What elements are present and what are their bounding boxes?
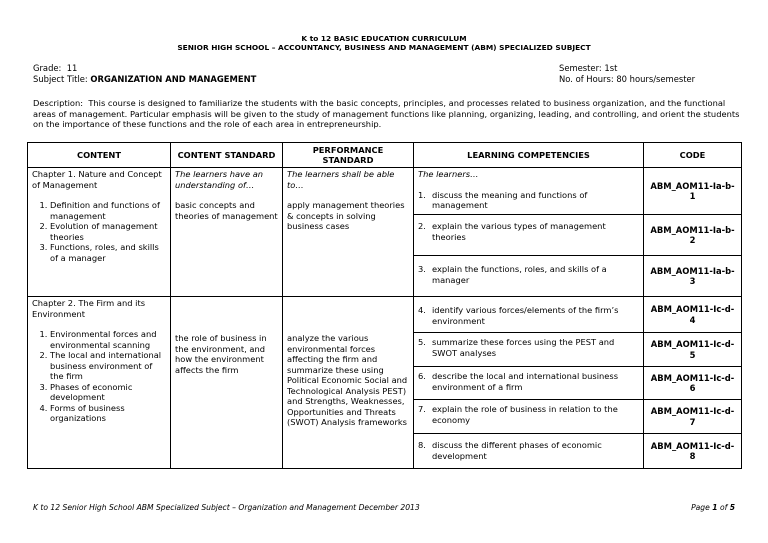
competency-code: ABM_AOM11-Ic-d-7 bbox=[644, 400, 742, 434]
competency-text: summarize these forces using the PEST and SWOT analyses bbox=[432, 337, 615, 358]
header-learning-competencies: LEARNING COMPETENCIES bbox=[414, 143, 644, 168]
competency-text: discuss the different phases of economic development bbox=[432, 440, 602, 461]
competency-code: ABM_AOM11-Ic-d-4 bbox=[644, 297, 742, 333]
ps-text: apply management theories & concepts in solving business cases bbox=[287, 200, 405, 231]
grade-value: 11 bbox=[66, 63, 78, 73]
curriculum-title: K to 12 BASIC EDUCATION CURRICULUM bbox=[301, 34, 467, 43]
list-item: 1. Definition and functions of management bbox=[50, 200, 166, 221]
curriculum-subtitle: SENIOR HIGH SCHOOL – ACCOUNTANCY, BUSINESS AND MANAGEMENT (ABM) SPECIALIZED SUBJECT bbox=[177, 43, 591, 52]
chapter2-performance-standard bbox=[283, 297, 414, 469]
competency-text: explain the functions, roles, and skills of a manager bbox=[432, 264, 607, 285]
page-indicator bbox=[691, 503, 735, 512]
list-item: 3. Functions, roles, and skills of a manager bbox=[50, 242, 166, 263]
chapter1-topic-list bbox=[32, 200, 166, 263]
competency-cell bbox=[414, 256, 644, 297]
competency-number: 4. bbox=[418, 305, 426, 315]
footer-title: K to 12 Senior High School ABM Specialized Subject – Organization and Management December 2013 bbox=[33, 503, 420, 512]
competency-code: ABM_AOM11-Ia-b-1 bbox=[644, 168, 742, 215]
course-description bbox=[33, 98, 741, 130]
competency-code: ABM_AOM11-Ic-d-8 bbox=[644, 434, 742, 469]
meta-left bbox=[33, 63, 256, 85]
semester-label: Semester: bbox=[559, 63, 602, 73]
competency-cell bbox=[414, 215, 644, 256]
page-number: 1 bbox=[712, 503, 718, 512]
description-text: This course is designed to familiarize the students with the basic concepts, principles, and processes related to business organization, and the functional areas of management. Particular emphasis will be given to the study of management functions like planning, organizing, leading, and controlling, and orient the students on the importance of these functions and the role of each area in entrepreneurship. bbox=[33, 98, 740, 130]
table-row bbox=[28, 168, 742, 215]
chapter1-title: Chapter 1. Nature and Concept of Management bbox=[32, 169, 162, 190]
header-code: CODE bbox=[644, 143, 742, 168]
competency-number: 6. bbox=[418, 371, 426, 381]
subject-line bbox=[33, 74, 256, 85]
page-of-label: of bbox=[719, 503, 728, 512]
chapter2-content-standard bbox=[171, 297, 283, 469]
competency-text: explain the various types of management theories bbox=[432, 221, 606, 242]
competency-cell bbox=[414, 434, 644, 469]
competency-code: ABM_AOM11-Ia-b-2 bbox=[644, 215, 742, 256]
chapter2-content bbox=[28, 297, 171, 469]
competency-number: 1. bbox=[418, 189, 426, 200]
competency-text: discuss the meaning and functions of management bbox=[432, 189, 588, 210]
competency-cell bbox=[414, 297, 644, 333]
competency-text: describe the local and international business environment of a firm bbox=[432, 371, 619, 392]
header-content: CONTENT bbox=[28, 143, 171, 168]
list-item: 3. Phases of economic development bbox=[50, 382, 166, 403]
cs-intro: The learners have an understanding of… bbox=[175, 169, 264, 190]
lc-intro: The learners… bbox=[418, 169, 479, 179]
competency-number: 8. bbox=[418, 440, 426, 450]
competency-code: ABM_AOM11-Ic-d-5 bbox=[644, 333, 742, 367]
table-row bbox=[28, 297, 742, 333]
chapter2-topic-list bbox=[32, 329, 166, 424]
competency-number: 2. bbox=[418, 221, 426, 231]
competency-code: ABM_AOM11-Ic-d-6 bbox=[644, 367, 742, 400]
description-label: Description: bbox=[33, 98, 84, 108]
list-item: 1. Environmental forces and environmental scanning bbox=[50, 329, 166, 350]
page-total: 5 bbox=[729, 503, 735, 512]
header-content-standard: CONTENT STANDARD bbox=[171, 143, 283, 168]
competency-code: ABM_AOM11-Ia-b-3 bbox=[644, 256, 742, 297]
list-item: 2. Evolution of management theories bbox=[50, 221, 166, 242]
competency-cell bbox=[414, 333, 644, 367]
ps-text: analyze the various environmental forces affecting the firm and summarize these using Political Economic Social and Technological Analysis PEST) and Strengths, Weaknesses, Opportunities and Threats (SWOT) Analysis frameworks bbox=[287, 333, 408, 427]
competency-cell bbox=[414, 168, 644, 215]
hours-value: 80 hours/semester bbox=[616, 74, 696, 84]
chapter2-title: Chapter 2. The Firm and its Environment bbox=[32, 298, 146, 319]
curriculum-table bbox=[27, 142, 742, 469]
chapter1-content-standard bbox=[171, 168, 283, 297]
header-performance-standard: PERFORMANCE STANDARD bbox=[283, 143, 414, 168]
subject-value: ORGANIZATION AND MANAGEMENT bbox=[90, 74, 257, 84]
cs-text: the role of business in the environment, and how the environment affects the firm bbox=[175, 333, 267, 375]
list-item: 2. The local and international business environment of the firm bbox=[50, 350, 166, 382]
competency-number: 3. bbox=[418, 264, 426, 274]
competency-number: 7. bbox=[418, 404, 426, 414]
hours-label: No. of Hours: bbox=[559, 74, 614, 84]
competency-number: 5. bbox=[418, 337, 426, 347]
cs-text: basic concepts and theories of management bbox=[175, 200, 278, 221]
hours-line bbox=[559, 74, 695, 85]
page-label: Page bbox=[691, 503, 710, 512]
competency-cell bbox=[414, 367, 644, 400]
subject-label: Subject Title: bbox=[33, 74, 88, 84]
chapter1-performance-standard bbox=[283, 168, 414, 297]
competency-text: explain the role of business in relation to the economy bbox=[432, 404, 618, 425]
grade-label: Grade: bbox=[33, 63, 62, 73]
grade-line bbox=[33, 63, 256, 74]
list-item: 4. Forms of business organizations bbox=[50, 403, 166, 424]
chapter1-content bbox=[28, 168, 171, 297]
meta-right bbox=[559, 63, 695, 85]
competency-text: identify various forces/elements of the firm’s environment bbox=[432, 305, 619, 326]
competency-cell bbox=[414, 400, 644, 434]
semester-value: 1st bbox=[604, 63, 618, 73]
table-header-row bbox=[28, 143, 742, 168]
ps-intro: The learners shall be able to… bbox=[287, 169, 395, 190]
semester-line bbox=[559, 63, 695, 74]
